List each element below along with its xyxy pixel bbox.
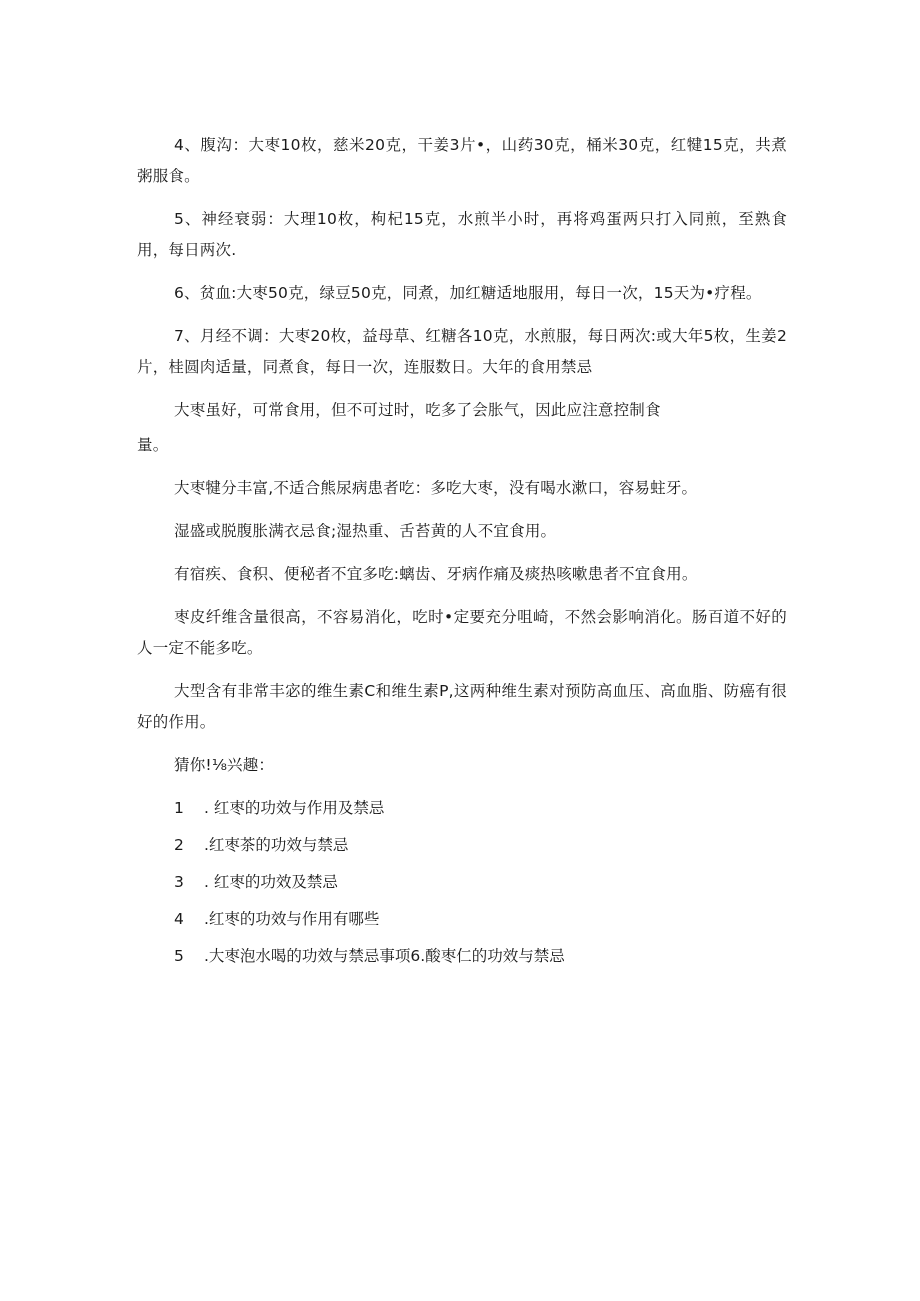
paragraph-moderation: 大枣虽好，可常食用，但不可过时，吃多了会胀气，因此应注意控制食 [174,401,661,419]
paragraph-moderation-cont: 量。 [137,436,169,454]
paragraph-remedy-neurasthenia: 5、神经衰弱：大理10枚，枸杞15克，水煎半小时，再将鸡蛋两只打入同煎，至熟食用，每日两次. [137,210,787,259]
related-item[interactable] [137,904,787,935]
paragraph-indigestion: 有宿疾、食积、便秘者不宜多吃:螭齿、牙病作痛及痰热咳嗽患者不宜食用。 [174,565,698,583]
related-item-text: . 红枣的功效及禁忌 [204,873,338,891]
related-item-text: .红枣的功效与作用有哪些 [204,910,380,928]
related-item-number: 5 [174,947,184,965]
related-item-text: .红枣茶的功效与禁忌 [204,836,349,854]
related-item[interactable] [137,941,787,972]
related-item[interactable] [137,830,787,861]
related-item-number: 2 [174,836,184,854]
related-item-number: 4 [174,910,184,928]
document-body [137,130,787,978]
paragraph-fiber: 枣皮纤维含量很高，不容易消化，吃时•定要充分咀崎，不然会影响消化。肠百道不好的人一定不能多吃。 [137,608,787,657]
related-item-text: . 红枣的功效与作用及禁忌 [204,799,385,817]
paragraph-vitamins: 大型含有非常丰宓的维生素C和维生素P,这两种维生素对预防高血压、高血脂、防癌有很好的作用。 [137,682,787,731]
paragraph-diabetes: 大枣犍分丰富,不适合熊尿病患者吃：多吃大枣，没有喝水漱口，容易蛀牙。 [174,479,698,497]
related-list [137,793,787,972]
related-item-number: 1 [174,799,184,817]
paragraph-remedy-anemia: 6、贫血:大枣50克，绿豆50克，同煮，加红糖适地服用，每日一次，15天为•疗程。 [174,284,762,302]
related-item[interactable] [137,867,787,898]
related-item[interactable] [137,793,787,824]
paragraph-remedy-menstrual: 7、月经不调：大枣20枚，益母草、红糖各10克，水煎服，每日两次:或大年5枚，生姜2片，桂圆肉适量，同煮食，每日一次，连服数日。大年的食用禁忌 [137,327,787,376]
related-item-text: .大枣泡水喝的功效与禁忌事项6.酸枣仁的功效与禁忌 [204,947,565,965]
paragraph-dampness: 湿盛或脱腹胀满衣忌食;湿热重、舌苔黄的人不宜食用。 [174,522,557,540]
paragraph-remedy-diarrhea: 4、腹沟：大枣10枚，慈米20克，干姜3片•，山药30克，桶米30克，红犍15克，共煮粥服食。 [137,136,787,185]
related-heading: 猜你!⅛兴趣： [174,756,275,774]
related-item-number: 3 [174,873,184,891]
